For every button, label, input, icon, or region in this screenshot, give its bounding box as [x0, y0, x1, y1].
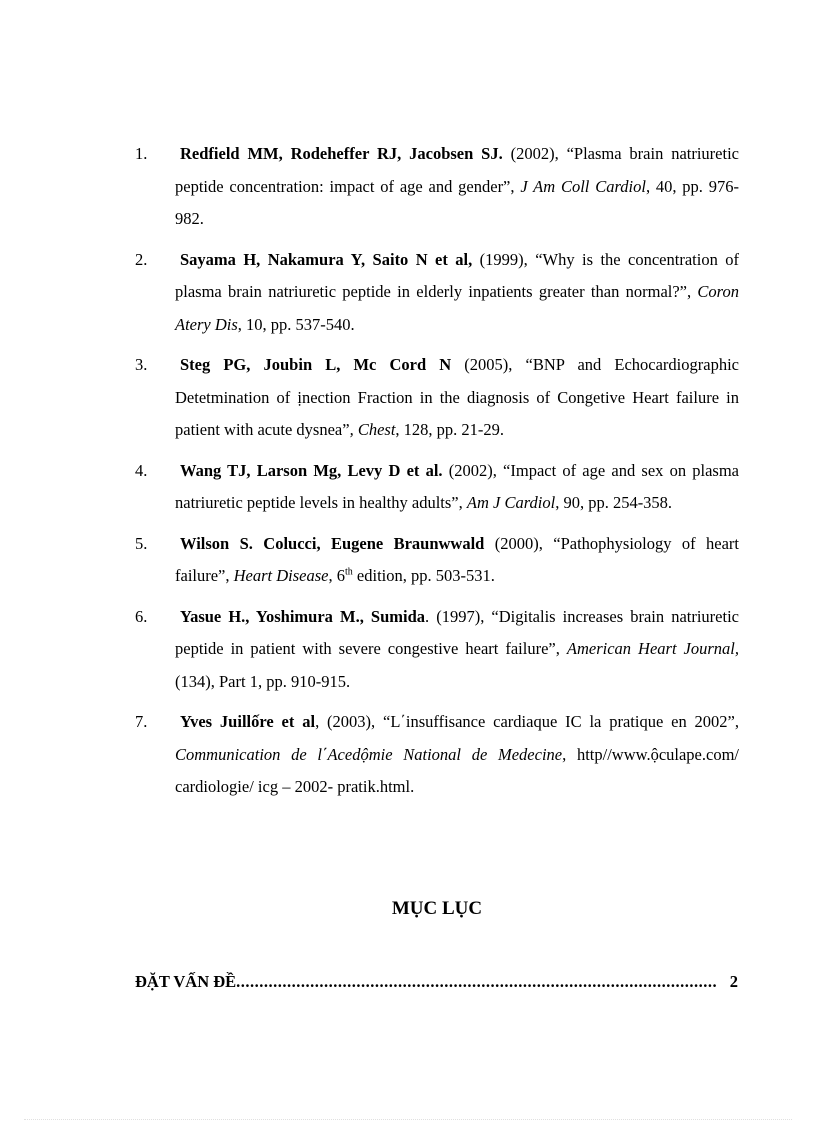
reference-authors: Redfield MM, Rodeheffer RJ, Jacobsen SJ.: [180, 144, 503, 163]
reference-item: [133, 528, 739, 593]
reference-journal: Heart Disease: [233, 566, 329, 585]
reference-superscript: th: [345, 566, 353, 578]
reference-item: [133, 706, 739, 804]
reference-number: 3.: [135, 355, 148, 374]
reference-number: 5.: [135, 533, 148, 553]
page-bottom-divider: [24, 1119, 792, 1120]
reference-citation: (2002), “Impact of age and sex on plasma natriuretic peptide levels in healthy adults”,: [175, 460, 739, 512]
reference-item: [133, 138, 739, 236]
reference-citation: (1999), “Why is the concentration of plasma brain natriuretic peptide in elderly inpatients greater than normal?”,: [175, 249, 739, 301]
reference-item: [133, 244, 739, 342]
reference-item: [133, 601, 739, 699]
reference-journal: Coron Atery Dis: [175, 282, 739, 334]
reference-number: 2.: [135, 249, 148, 269]
reference-citation: (2000), “Pathophysiology of heart failure”,: [175, 533, 739, 585]
toc-entry[interactable]: [135, 972, 738, 992]
toc-entry-label: ĐẶT VẤN ĐỀ: [135, 972, 237, 991]
reference-details: , 40, pp. 976- 982.: [175, 176, 739, 228]
reference-authors: Yves Juillốre et al: [180, 712, 316, 731]
reference-authors: Wang TJ, Larson Mg, Levy D et al.: [180, 460, 443, 480]
reference-journal: , Chest: [349, 420, 396, 439]
reference-citation: . (1997), “Digitalis increases brain natriuretic peptide in patient with severe congestive heart failure”,: [175, 606, 739, 658]
reference-details: , 6: [328, 566, 345, 585]
reference-journal: American Heart Journal,: [566, 639, 739, 658]
toc-heading: MỤC LỤC: [391, 898, 483, 919]
reference-item: [133, 455, 739, 520]
reference-details: , http//www.ộculape.com/ cardiologie/ icg – 2002- pratik.html.: [175, 744, 739, 796]
reference-number: 6.: [135, 606, 148, 626]
reference-details: , 10, pp. 537-540.: [237, 314, 355, 334]
reference-citation: , (2003), “L΄insuffisance cardiaque IC la pratique en 2002”,: [315, 712, 740, 731]
reference-authors: Yasue H., Yoshimura M., Sumida: [180, 606, 426, 626]
reference-details: (134), Part 1, pp. 910-915.: [175, 671, 351, 691]
reference-number: 4.: [135, 460, 148, 480]
reference-citation: (2002), “Plasma brain natriuretic peptide concentration: impact of age and gender”,: [175, 144, 739, 196]
reference-journal: Am J Cardiol: [466, 493, 556, 512]
reference-number: 7.: [135, 712, 148, 731]
reference-authors: Sayama H, Nakamura Y, Saito N et al,: [180, 249, 473, 269]
toc-entry-leader: ........................................................................................................: [236, 972, 718, 991]
reference-authors: Wilson S. Colucci, Eugene Braunwwald: [180, 533, 485, 553]
reference-details: , 128, pp. 21-29.: [395, 420, 505, 439]
reference-journal: J Am Coll Cardiol: [520, 176, 646, 196]
reference-authors: Steg PG, Joubin L, Mc Cord N: [180, 355, 452, 374]
reference-journal: Communication de l΄Acedộmie National de Medecine: [175, 744, 563, 764]
reference-citation: (2005), “BNP and Echocardiographic Detetmination of ịnection Fraction in the diagnosis of Congetive Heart failure in patient with acute dysnea”: [175, 355, 739, 439]
reference-details: , 90, pp. 254-358.: [555, 493, 673, 512]
reference-item: [133, 349, 739, 447]
reference-list: [133, 138, 739, 812]
toc-entry-page: 2: [729, 972, 738, 991]
reference-number: 1.: [135, 144, 148, 163]
reference-details-continued: edition, pp. 503-531.: [352, 566, 495, 585]
